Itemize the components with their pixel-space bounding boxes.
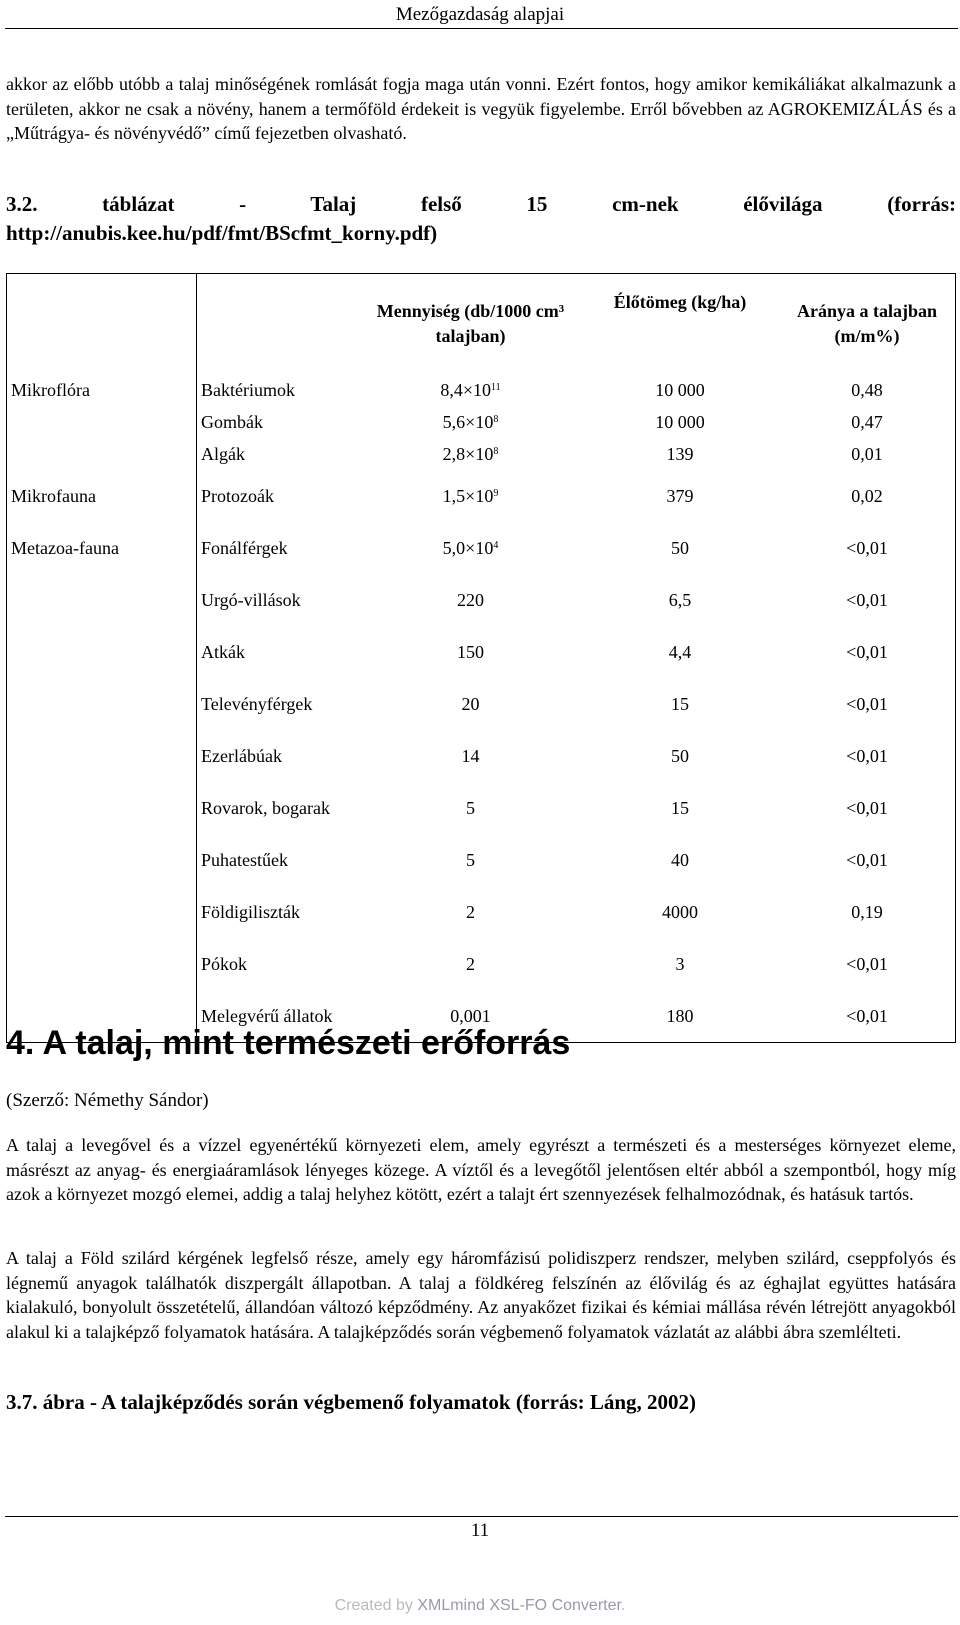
creator-suffix: .	[620, 1597, 626, 1614]
running-header: Mezőgazdaság alapjai	[395, 4, 565, 25]
row-ratio: <0,01	[779, 730, 956, 782]
table-row	[7, 886, 956, 938]
header-biomass-label: Élőtömeg (kg/ha)	[613, 292, 747, 312]
row-name: Algák	[197, 438, 361, 470]
quantity-exponent: 11	[491, 381, 501, 393]
table-row	[7, 438, 956, 470]
row-name: Baktériumok	[197, 374, 361, 406]
group-empty	[7, 438, 197, 470]
row-biomass: 40	[671, 849, 689, 870]
row-quantity: 2	[466, 953, 475, 974]
table-row	[7, 522, 956, 574]
quantity-exponent: 9	[493, 487, 499, 499]
row-ratio: 0,01	[779, 438, 956, 470]
row-ratio: <0,01	[779, 522, 956, 574]
table-row	[7, 626, 956, 678]
group-metazoa: Metazoa-fauna	[7, 522, 197, 574]
header-empty-group	[7, 274, 197, 375]
intro-paragraph: akkor az előbb utóbb a talaj minőségének romlását fogja maga után vonni. Ezért fontos, hogy amikor kemikáliákat alkalmazunk a területen, akkor ne csak a növény, hanem a termőföld érdekeit is vegyük figyelembe. Erről bővebben az AGROKEMIZÁLÁS és a „Műtrágya- és növényvédő” című fejezetben olvasható.	[6, 74, 956, 143]
row-biomass: 50	[671, 537, 689, 558]
quantity-base: 5,6×10	[442, 411, 494, 432]
row-name: Rovarok, bogarak	[197, 782, 361, 834]
row-ratio: 0,19	[779, 886, 956, 938]
row-biomass: 15	[671, 693, 689, 714]
group-empty	[7, 406, 197, 438]
group-empty	[7, 574, 197, 626]
row-quantity	[360, 438, 581, 470]
quantity-base: 5,0×10	[442, 537, 494, 558]
header-quantity-label: Mennyiség (db/1000 cm³ talajban)	[376, 301, 565, 346]
row-biomass: 50	[671, 745, 689, 766]
table-row	[7, 938, 956, 990]
header-divider	[5, 28, 958, 29]
page-number: 11	[470, 1520, 490, 1541]
group-empty	[7, 626, 197, 678]
quantity-exponent: 8	[493, 445, 499, 457]
row-biomass: 139	[666, 443, 694, 464]
table-row	[7, 470, 956, 522]
row-name: Protozoák	[197, 470, 361, 522]
row-name: Fonálférgek	[197, 522, 361, 574]
table-row	[7, 730, 956, 782]
group-microfauna: Mikrofauna	[7, 470, 197, 522]
table-row	[7, 406, 956, 438]
table-row	[7, 834, 956, 886]
row-name: Atkák	[197, 626, 361, 678]
row-name: Melegvérű állatok	[197, 990, 361, 1043]
row-name: Pókok	[197, 938, 361, 990]
row-ratio: <0,01	[779, 782, 956, 834]
quantity-base: 1,5×10	[442, 485, 494, 506]
row-biomass: 15	[671, 797, 689, 818]
row-ratio: <0,01	[779, 626, 956, 678]
row-ratio: 0,48	[779, 374, 956, 406]
row-quantity	[360, 374, 581, 406]
group-empty	[7, 678, 197, 730]
group-empty	[7, 886, 197, 938]
figure-caption: 3.7. ábra - A talajképződés során végbemenő folyamatok (forrás: Láng, 2002)	[6, 1390, 697, 1414]
header-biomass	[581, 274, 779, 375]
row-quantity: 14	[461, 745, 480, 766]
row-biomass: 3	[675, 953, 685, 974]
group-microflora: Mikroflóra	[7, 374, 197, 406]
header-quantity	[360, 274, 581, 375]
row-quantity	[360, 470, 581, 522]
row-biomass: 379	[666, 485, 694, 506]
row-quantity: 5	[466, 797, 475, 818]
group-empty	[7, 782, 197, 834]
group-empty	[7, 938, 197, 990]
row-quantity: 5	[466, 849, 475, 870]
chapter-paragraph-1: A talaj a levegővel és a vízzel egyenértékű környezeti elem, amely egyrészt a természeti és a mesterséges környezet eleme, másrészt az anyag- és energiaáramlások lényeges közege. A víztől és a levegőtől jelentősen eltér abból a szempontból, hogy míg azok a környezet mozgó elemei, addig a talaj helyhez kötött, ezért a talajt ért szennyezések felhalmozódnak, és hatásuk tartós.	[6, 1135, 956, 1204]
row-quantity	[360, 406, 581, 438]
row-name: Urgó-villások	[197, 574, 361, 626]
table-caption-line1: 3.2. táblázat - Talaj felső 15 cm-nek élővilága (forrás:	[6, 192, 956, 216]
row-ratio: <0,01	[779, 938, 956, 990]
row-name: Ezerlábúak	[197, 730, 361, 782]
row-quantity: 220	[457, 589, 484, 610]
chapter-paragraph-2: A talaj a Föld szilárd kérgének legfelső része, amely egy háromfázisú polidiszperz rendszer, melyben szilárd, cseppfolyós és légnemű anyagok találhatók diszpergált állapotban. A talaj a földkéreg felszínén az élővilág és az éghajlat együttes hatására kialakuló, bonyolult összetételű, állandóan változó képződmény. Az anyakőzet fizikai és kémiai mállása révén létrejött anyagokból alakul ki a talajképző folyamatok hatására. A talajképződés során végbemenő folyamatok vázlatát az alábbi ábra szemlélteti.	[6, 1248, 956, 1342]
header-empty-name	[197, 274, 361, 375]
row-biomass: 4000	[662, 901, 698, 922]
quantity-exponent: 4	[493, 539, 499, 551]
row-name: Puhatestűek	[197, 834, 361, 886]
row-biomass: 4,4	[668, 641, 692, 662]
row-biomass: 6,5	[668, 589, 692, 610]
row-quantity: 20	[461, 693, 480, 714]
creator-brand: XMLmind XSL-FO Converter	[417, 1597, 621, 1614]
soil-biota-table	[6, 273, 956, 1043]
row-biomass: 10 000	[655, 411, 705, 432]
row-biomass: 180	[581, 990, 779, 1043]
row-ratio: <0,01	[779, 574, 956, 626]
row-ratio: 0,47	[779, 406, 956, 438]
row-biomass: 10 000	[655, 379, 705, 400]
group-empty	[7, 834, 197, 886]
row-ratio: <0,01	[779, 990, 956, 1043]
row-ratio: <0,01	[779, 834, 956, 886]
row-quantity: 150	[457, 641, 484, 662]
table-row	[7, 574, 956, 626]
table-caption-line2: http://anubis.kee.hu/pdf/fmt/BScfmt_korny.pdf)	[6, 221, 438, 245]
chapter-author: (Szerző: Némethy Sándor)	[6, 1090, 209, 1111]
group-empty	[7, 730, 197, 782]
row-ratio: <0,01	[779, 678, 956, 730]
table-row	[7, 374, 956, 406]
row-ratio: 0,02	[779, 470, 956, 522]
table-header-row	[7, 274, 956, 375]
quantity-exponent: 8	[493, 413, 499, 425]
table-row	[7, 678, 956, 730]
row-name: Földigiliszták	[197, 886, 361, 938]
header-ratio-label: Aránya a talajban (m/m%)	[796, 301, 937, 346]
row-quantity: 2	[466, 901, 475, 922]
footer-divider	[5, 1516, 958, 1517]
chapter-title: 4. A talaj, mint természeti erőforrás	[6, 1024, 571, 1062]
quantity-base: 2,8×10	[442, 443, 494, 464]
header-ratio	[779, 274, 956, 375]
row-quantity: 0,001	[360, 990, 581, 1043]
creator-note	[0, 1597, 960, 1615]
row-name: Televényférgek	[197, 678, 361, 730]
row-quantity	[360, 522, 581, 574]
quantity-base: 8,4×10	[440, 379, 491, 400]
row-name: Gombák	[197, 406, 361, 438]
creator-prefix: Created by	[334, 1597, 418, 1614]
table-row	[7, 782, 956, 834]
